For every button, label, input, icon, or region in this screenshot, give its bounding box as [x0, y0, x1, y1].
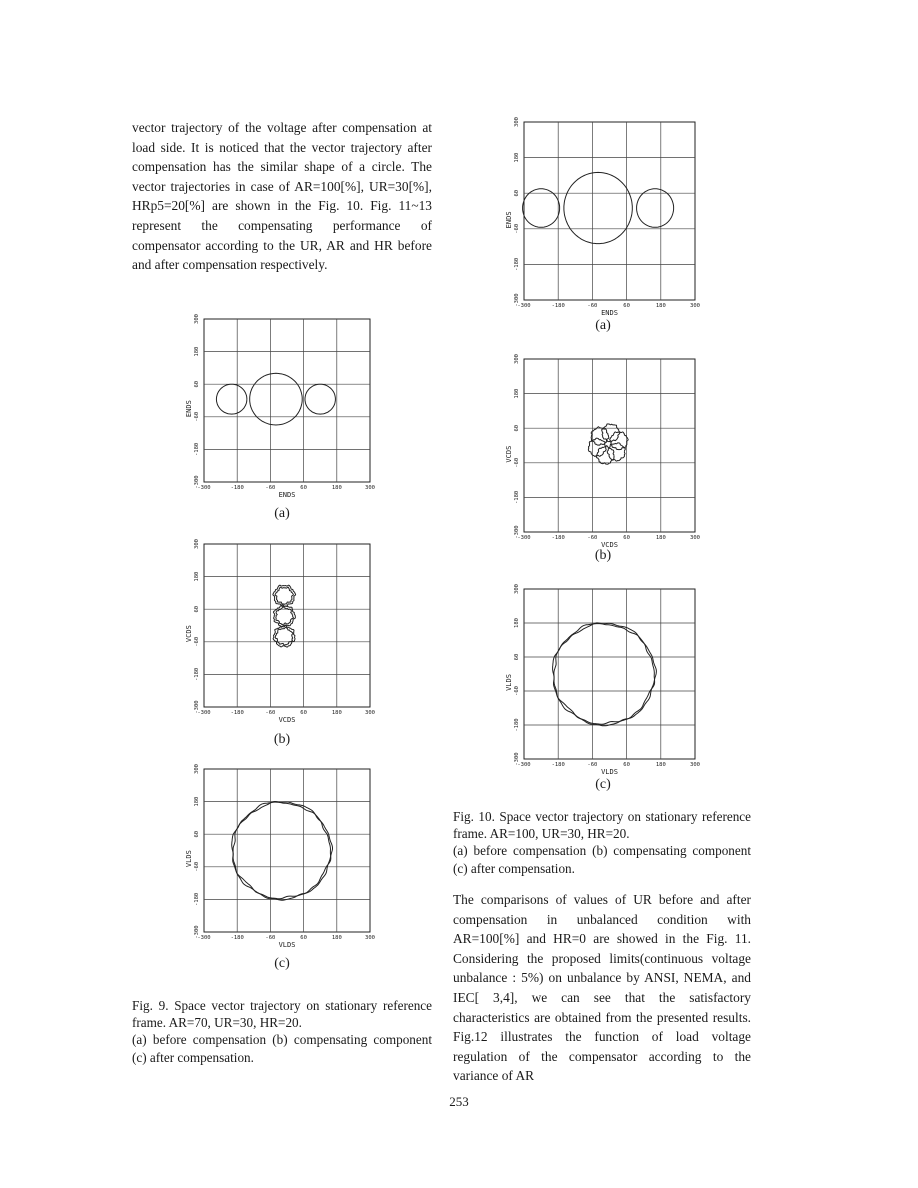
fig9-plot-c [185, 764, 378, 950]
x-tick-label: -300 [517, 762, 531, 768]
trajectory-curve [273, 585, 296, 647]
plot-border [204, 319, 370, 482]
y-axis-label: ENDS [505, 211, 513, 229]
y-tick-label: 300 [194, 764, 200, 774]
plot-border [524, 359, 695, 532]
x-tick-label: 300 [690, 762, 700, 768]
x-tick-label: -60 [265, 935, 276, 941]
y-tick-label: 180 [194, 346, 200, 357]
x-tick-label: 180 [655, 762, 666, 768]
x-axis-label: VCDS [278, 716, 296, 724]
y-tick-label: 300 [514, 354, 520, 364]
y-tick-label: -300 [194, 475, 200, 489]
fig10-caption-title: Fig. 10. Space vector trajectory on stationary reference frame. AR=100, UR=30, HR=20. [453, 809, 751, 842]
x-tick-label: 60 [300, 935, 307, 941]
y-tick-label: 300 [194, 314, 200, 324]
petal-loop [591, 427, 609, 446]
fig10-plot-a [505, 117, 703, 318]
x-tick-label: 60 [623, 535, 630, 541]
fig9-sublabel-c: (c) [274, 956, 290, 971]
y-tick-label: -60 [514, 223, 520, 234]
x-tick-label: 180 [655, 303, 666, 309]
y-tick-label: -60 [514, 686, 520, 696]
x-tick-label: 300 [365, 935, 375, 941]
y-tick-label: 180 [194, 571, 200, 582]
intro-paragraph: vector trajectory of the voltage after compensation at load side. It is noticed that the vector trajectory after compensation has the similar shape of a circle. The vector trajectories in case of AR=100[%], UR=30[%], HRp5=20[%] are shown in the Fig. 10. Fig. 11~13 represent the compensating performance of compensator according to the UR, AR and HR before and after compensation respectively. [132, 120, 432, 273]
x-tick-label: 60 [623, 762, 630, 768]
x-tick-label: -300 [517, 535, 531, 541]
x-tick-label: -180 [230, 485, 244, 491]
y-tick-label: 60 [514, 424, 520, 432]
y-tick-label: 300 [194, 539, 200, 549]
page-number: 253 [449, 1094, 469, 1109]
x-tick-label: -180 [551, 303, 565, 309]
y-tick-label: -300 [514, 752, 520, 766]
fig9-caption [132, 997, 432, 1066]
x-tick-label: -60 [265, 710, 276, 716]
x-axis-label: ENDS [601, 309, 618, 317]
x-tick-label: 300 [365, 485, 375, 491]
large-loop [250, 373, 303, 425]
x-axis-label: VLDS [601, 768, 618, 776]
plot-border [524, 589, 695, 759]
fig9-sublabel-b: (b) [273, 732, 291, 747]
fig9-caption-title: Fig. 9. Space vector trajectory on stationary reference frame. AR=70, UR=30, HR=20. [132, 998, 432, 1031]
y-tick-label: -60 [194, 636, 200, 647]
large-loop [564, 172, 632, 243]
left-lobe [216, 384, 247, 414]
fig9-sublabel-a: (a) [274, 506, 290, 521]
fig10-caption [453, 808, 751, 877]
petal-loop [607, 443, 625, 461]
x-tick-label: -300 [517, 303, 531, 309]
y-tick-label: 180 [514, 618, 520, 628]
y-tick-label: 60 [514, 653, 520, 661]
x-tick-label: -60 [587, 535, 598, 541]
x-axis-label: VLDS [278, 941, 296, 949]
fig9-caption-parts: (a) before compensation (b) compensating component (c) after compensation. [132, 1032, 432, 1065]
x-tick-label: 300 [365, 710, 375, 716]
x-tick-label: -300 [197, 485, 211, 491]
fig10-sublabel-c: (c) [595, 777, 611, 792]
y-axis-label: VLDS [505, 674, 513, 691]
fig9-plot-a [185, 314, 378, 500]
y-tick-label: -300 [514, 525, 520, 539]
x-tick-label: 180 [331, 935, 342, 941]
y-axis-label: ENDS [185, 400, 193, 418]
y-tick-label: -300 [194, 925, 200, 939]
x-tick-label: 300 [690, 303, 700, 309]
y-axis-label: VLDS [185, 850, 193, 868]
y-tick-label: 60 [194, 605, 200, 613]
x-axis-label: ENDS [278, 491, 296, 499]
fig10-plot-b [505, 354, 703, 550]
y-tick-label: -180 [194, 892, 200, 907]
y-tick-label: 300 [514, 117, 520, 127]
y-tick-label: 180 [514, 388, 520, 399]
trajectory-curve [232, 802, 333, 901]
y-tick-label: -60 [194, 861, 200, 872]
x-tick-label: -180 [230, 935, 244, 941]
y-tick-label: 180 [194, 796, 200, 807]
plot-border [524, 122, 695, 300]
circular-trajectory-inner [233, 802, 331, 899]
x-tick-label: -60 [587, 303, 598, 309]
y-axis-label: VCDS [185, 625, 193, 643]
x-tick-label: -180 [230, 710, 244, 716]
x-tick-label: 180 [331, 485, 342, 491]
x-tick-label: -180 [551, 535, 565, 541]
x-tick-label: -180 [551, 762, 565, 768]
y-tick-label: 60 [194, 830, 200, 838]
y-tick-label: -180 [514, 718, 520, 732]
y-tick-label: -300 [194, 700, 200, 714]
fig10-caption-parts: (a) before compensation (b) compensating component (c) after compensation. [453, 843, 751, 876]
y-tick-label: -300 [514, 293, 520, 307]
x-tick-label: 60 [300, 485, 307, 491]
y-tick-label: -60 [194, 411, 200, 422]
x-tick-label: 180 [331, 710, 342, 716]
right-lobe [637, 189, 674, 228]
fig10-plot-c [505, 584, 703, 777]
trajectory-curve [588, 424, 628, 464]
compensating-loop-inner [275, 627, 293, 645]
x-tick-label: 60 [300, 710, 307, 716]
trajectory-curve [216, 373, 335, 425]
left-lobe [523, 189, 560, 228]
fig10-sublabel-b: (b) [594, 548, 612, 563]
y-tick-label: -180 [194, 442, 200, 457]
x-axis-label: VCDS [601, 541, 618, 549]
y-tick-label: 60 [514, 189, 520, 197]
right-lobe [305, 384, 335, 414]
x-tick-label: 60 [623, 303, 630, 309]
x-tick-label: 180 [655, 535, 666, 541]
plot-border [204, 769, 370, 932]
y-tick-label: -180 [514, 257, 520, 272]
y-axis-label: VCDS [505, 445, 513, 463]
y-tick-label: -60 [514, 457, 520, 468]
x-tick-label: -300 [197, 935, 211, 941]
y-tick-label: -180 [514, 490, 520, 505]
x-tick-label: -60 [265, 485, 276, 491]
x-tick-label: 300 [690, 535, 700, 541]
fig9-plot-b [185, 539, 378, 725]
y-tick-label: 300 [514, 584, 520, 594]
compensating-loop-inner [275, 587, 293, 604]
fig10-sublabel-a: (a) [595, 318, 611, 333]
trajectory-curve [553, 623, 657, 726]
x-tick-label: -60 [587, 762, 598, 768]
y-tick-label: 60 [194, 380, 200, 388]
trajectory-curve [523, 172, 674, 243]
x-tick-label: -300 [197, 710, 211, 716]
y-tick-label: -180 [194, 667, 200, 682]
y-tick-label: 180 [514, 152, 520, 163]
right-paragraph: The comparisons of values of UR before and after compensation in unbalanced condition with AR=100[%] and HR=0 are showed in the Fig. 11. Considering the proposed limits(continuous voltage unbalance : 5%) on unbalance by ANSI, NEMA, and IEC[ 3,4], we can see that the satisfactory characteristics are obtained from the presented results. Fig.12 illustrates the function of load voltage regulation of the compensator according to the variance of AR [453, 892, 751, 1084]
